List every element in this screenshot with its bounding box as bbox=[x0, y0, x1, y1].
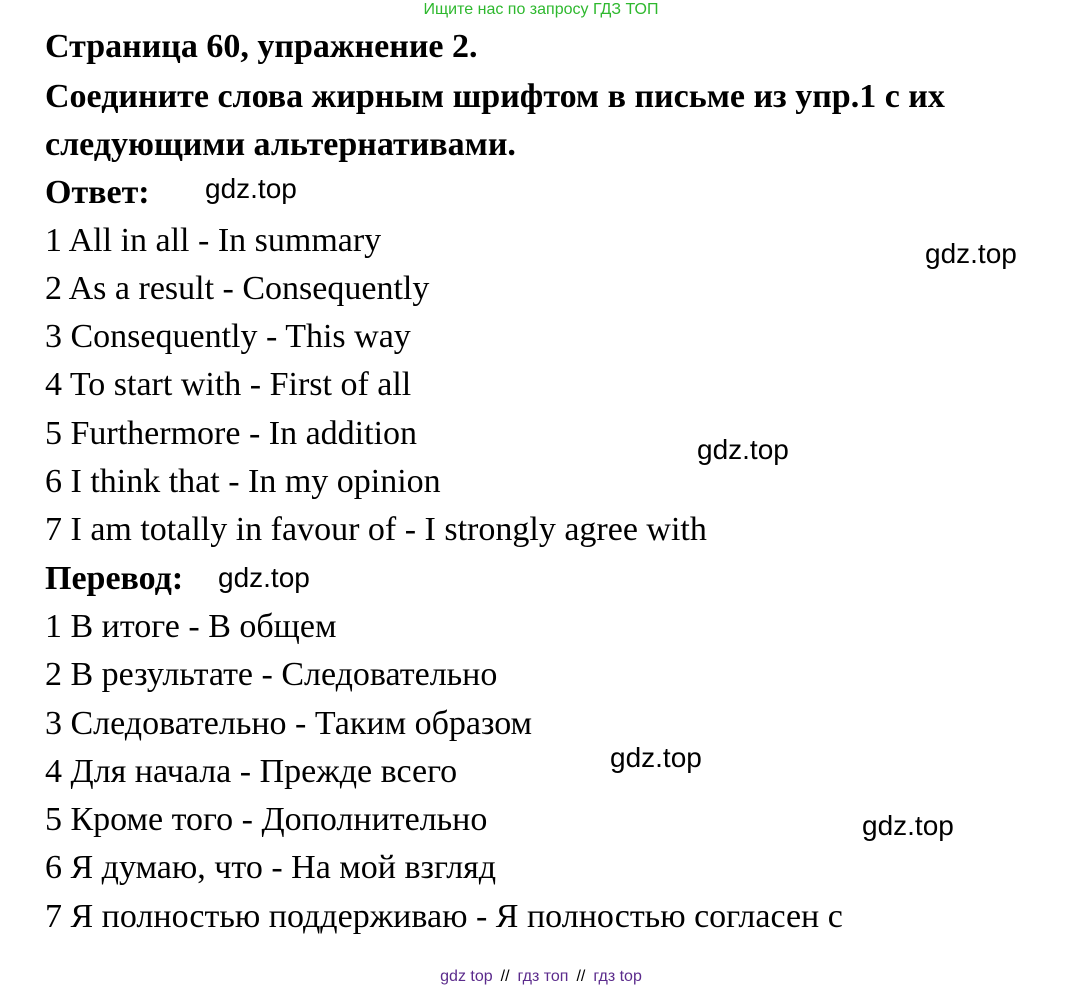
watermark: gdz.top bbox=[205, 173, 297, 204]
footer-link-gdz-top-ru[interactable]: гдз топ bbox=[517, 968, 569, 985]
translation-item-4: 4 Для начала - Прежде всего bbox=[45, 753, 458, 790]
answer-label: Ответ: bbox=[45, 174, 150, 211]
answer-item-3: 3 Consequently - This way bbox=[45, 318, 411, 355]
answer-item-7: 7 I am totally in favour of - I strongly agree with bbox=[45, 511, 707, 548]
search-banner[interactable]: Ищите нас по запросу ГДЗ ТОП bbox=[423, 1, 659, 18]
watermark: gdz.top bbox=[610, 742, 702, 773]
watermark: gdz.top bbox=[925, 238, 1017, 269]
watermark: gdz.top bbox=[697, 434, 789, 465]
task-description-line-1: Соедините слова жирным шрифтом в письме из упр.1 с их bbox=[45, 78, 945, 115]
translation-item-5: 5 Кроме того - Дополнительно bbox=[45, 801, 488, 838]
watermark: gdz.top bbox=[862, 810, 954, 841]
translation-item-6: 6 Я думаю, что - На мой взгляд bbox=[45, 849, 497, 886]
page-heading: Страница 60, упражнение 2. bbox=[45, 28, 478, 65]
answer-item-2: 2 As a result - Consequently bbox=[45, 270, 430, 307]
task-description-line-2: следующими альтернативами. bbox=[45, 126, 516, 163]
answer-item-6: 6 I think that - In my opinion bbox=[45, 463, 441, 500]
translation-label: Перевод: bbox=[45, 560, 184, 597]
answer-item-4: 4 To start with - First of all bbox=[45, 366, 412, 403]
footer-link-gdz-top[interactable]: gdz top bbox=[440, 968, 493, 985]
watermark: gdz.top bbox=[218, 562, 310, 593]
footer-separator: // bbox=[576, 968, 586, 985]
translation-item-3: 3 Следовательно - Таким образом bbox=[45, 705, 533, 742]
footer-link-gdz-top-mixed[interactable]: гдз top bbox=[593, 968, 642, 985]
translation-item-1: 1 В итоге - В общем bbox=[45, 608, 337, 645]
footer-separator: // bbox=[500, 968, 510, 985]
answer-item-5: 5 Furthermore - In addition bbox=[45, 415, 418, 452]
footer-links bbox=[0, 968, 1082, 986]
translation-item-7: 7 Я полностью поддерживаю - Я полностью согласен с bbox=[45, 898, 843, 935]
answer-item-1: 1 All in all - In summary bbox=[45, 222, 382, 259]
translation-item-2: 2 В результате - Следовательно bbox=[45, 656, 498, 693]
